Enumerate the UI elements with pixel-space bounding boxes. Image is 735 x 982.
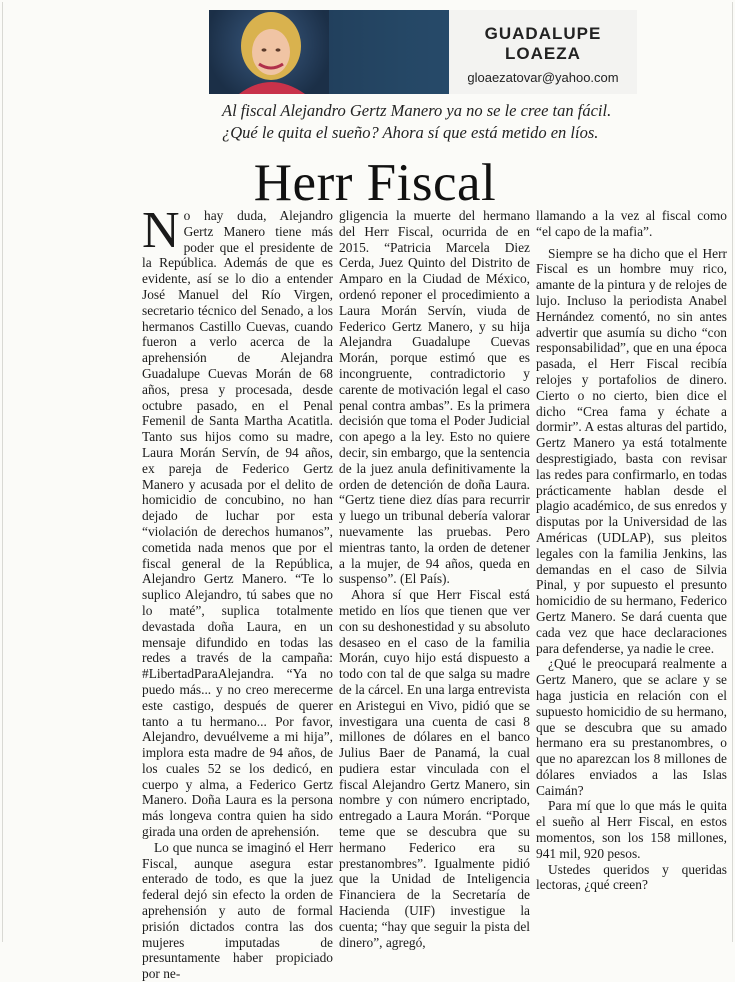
column-header bbox=[209, 10, 637, 94]
paragraph: llamando a la vez al fiscal como “el capo de la mafia”. bbox=[536, 208, 727, 239]
body-column-3 bbox=[536, 208, 727, 944]
author-email[interactable]: gloaezatovar@yahoo.com bbox=[467, 70, 619, 85]
paragraph: Para mí que lo que más le quita el sueño al Herr Fiscal, en estos momentos, son los 158 millones, 941 mil, 920 pesos. bbox=[536, 798, 727, 861]
paragraph bbox=[142, 202, 333, 840]
author-portrait-icon bbox=[209, 10, 329, 94]
article-headline: Herr Fiscal bbox=[253, 154, 497, 212]
author-name-first: GUADALUPE bbox=[484, 24, 602, 43]
paragraph-text: o hay duda, Alejandro Gertz Manero tiene más poder que el presidente de la República. Además de que es evidente, así se lo dio a entender José Manuel del Río Virgen, secretario técnico del Senado, a los hermanos Castillo Cuevas, cuando fueron a verlo acerca de la aprehensión de Alejandra Guadalupe Cuevas Morán de 68 años, presa y procesada, desde octubre pasado, en el Penal Femenil de Santa Martha Acatitla. Tanto sus hijos como su madre, Laura Morán Servín, de 94 años, ex pareja de Federico Gertz Manero y acusada por el delito de homicidio de concubino, no han dejado de luchar por esta “violación de derechos humanos”, cometida nada menos que por el fiscal general de la República, Alejandro Gertz Manero. “Te lo suplico Alejandro, tú sabes que no lo maté”, suplica totalmente devastada doña Laura, en un mensaje difundido en todas las redes a través de la campaña: #LibertadParaAlejandra. “Ya no puedo más... y no creo merecerme este castigo, después de querer tanto a tu hermano... Por favor, Alejandro, devuélveme a mi hija”, implora esta madre de 94 años, de los cuales 52 se los dedicó, en cuerpo y alma, a Federico Gertz Manero. Doña Laura es la persona más longeva contra quien ha sido girada una orden de aprehensión. bbox=[142, 208, 333, 840]
paragraph: gligencia la muerte del hermano del Herr Fiscal, ocurrida de en 2015. “Patricia Marcela Diez Cerda, Juez Quinto del Distrito de Amparo en la Ciudad de México, ordenó reponer el procedimiento a Laura Morán Servín, viuda de Federico Gertz Manero, y su hija Alejandra Guadalupe Cuevas Morán, porque estimó que es incongruente, contradictorio y carente de motivación legal el caso penal contra ambas”. Es la primera decisión que toma el Poder Judicial con apego a la ley. Esto no quiere decir, sin embargo, que la sentencia de la juez anula definitivamente la orden de detención de doña Laura. “Gertz tiene diez días para recurrir y luego un tribunal debería valorar nuevamente las pruebas. Pero mientras tanto, la orden de detener a la mujer, de 94 años, queda en suspenso”. (El País). bbox=[339, 208, 530, 587]
paragraph: Siempre se ha dicho que el Herr Fiscal es un hombre muy rico, amante de la pintura y de relojes de lujo. Incluso la periodista Anabel Hernández comentó, no sin antes advertir que asumía su dicho “con responsabilidad”, que en una época pasada, el Herr Fiscal recibía relojes y portafolios de dinero. Cierto o no cierto, bien dice el dicho “Crea fama y échate a dormir”. A estas alturas del partido, Gertz Manero ya está totalmente desprestigiado, basta con revisar las redes para confirmarlo, en todas prácticamente hablan desde el plagio académico, de sus enredos y disputas por la Universidad de las Américas (UDLAP), sus pleitos legales con la familia Jenkins, las demandas en el caso de Silvia Pinal, y por supuesto el presunto homicidio de su hermano, Federico Gertz Manero. Se dará cuenta que cada vez que hace declaraciones para defenderse, ya nadie le cree. bbox=[536, 245, 727, 656]
author-photo bbox=[209, 10, 329, 94]
paragraph: Ahora sí que Herr Fiscal está metido en líos que tienen que ver con su deshonestidad y su absoluto desaseo en el caso de la familia Morán, cuyo hijo está dispuesto a todo con tal de que salga su madre de la cárcel. En una larga entrevista en Aristegui en Vivo, pidió que se investigara una cuenta de casi 8 millones de dólares en el banco Julius Baer de Panamá, la cual pudiera estar vinculada con el fiscal Alejandro Gertz Manero, sin nombre y con número encriptado, entregado a Laura Morán. “Porque teme que se descubra que su hermano Federico era su prestanombres”. Igualmente pidió que la Unidad de Inteligencia Financiera de la Secretaría de Hacienda (UIF) investigue la cuenta; “hay que seguir la pista del dinero”, agregó, bbox=[339, 587, 530, 950]
paragraph: Lo que nunca se imaginó el Herr Fiscal, aunque asegura estar enterado de todo, es que la juez federal dejó sin efecto la orden de aprehensión y auto de formal prisión dictados contra las dos mujeres imputadas de presuntamente haber propiciado por ne- bbox=[142, 839, 333, 982]
paragraph: ¿Qué le preocupará realmente a Gertz Manero, que se aclare y se haga justicia en relación con el supuesto homicidio de su hermano, que se descubra que su amado hermano era su prestanombres, o que no aparezcan los 8 millones de dólares enviados a las Islas Caimán? bbox=[536, 656, 727, 798]
author-box bbox=[449, 10, 637, 94]
article-body bbox=[142, 202, 727, 982]
dropcap: N bbox=[142, 202, 180, 259]
body-column-1 bbox=[142, 202, 333, 982]
body-column-2 bbox=[339, 208, 530, 950]
paragraph: Ustedes queridos y queridas lectoras, ¿qué creen? bbox=[536, 861, 727, 893]
article-deck: Al fiscal Alejandro Gertz Manero ya no se le cree tan fácil. ¿Qué le quita el sueño? Ahora sí que está metido en líos. bbox=[222, 101, 612, 142]
author-name-last: LOAEZA bbox=[505, 44, 581, 63]
